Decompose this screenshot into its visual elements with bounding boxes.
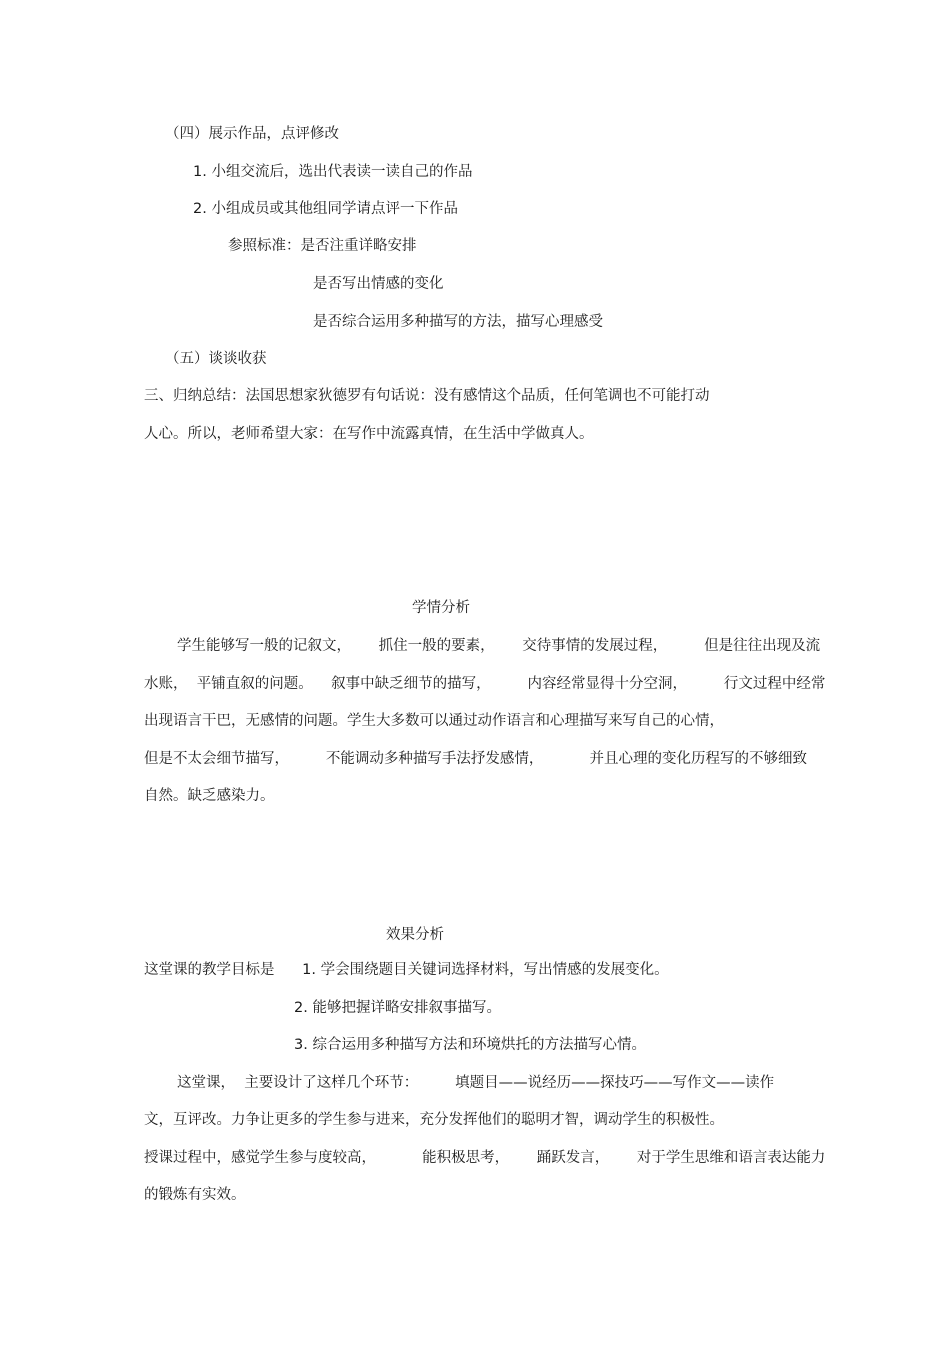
student-analysis-line-5: 自然。缺乏感染力。 [144, 788, 275, 804]
effect-para2-line-1: 授课过程中，感觉学生参与度较高， 能积极思考， 踊跃发言， 对于学生思维和语言表达能力 [144, 1150, 826, 1166]
effect-para2-line-2: 的锻炼有实效。 [144, 1187, 246, 1203]
criteria-item-2: 是否写出情感的变化 [313, 276, 444, 292]
summary-line-2: 人心。所以，老师希望大家：在写作中流露真情，在生活中学做真人。 [144, 426, 594, 442]
student-analysis-title: 学情分析 [412, 600, 470, 616]
effect-para1-line-1: 这堂课， 主要设计了这样几个环节： 填题目——说经历——探技巧——写作文——读作 [177, 1075, 775, 1091]
section5-heading: （五）谈谈收获 [165, 351, 267, 367]
student-analysis-line-3: 出现语言干巴，无感情的问题。学生大多数可以通过动作语言和心理描写来写自己的心情， [144, 713, 724, 729]
goal-item-2: 2. 能够把握详略安排叙事描写。 [294, 1000, 501, 1016]
goal-intro: 这堂课的教学目标是 1. 学会围绕题目关键词选择材料，写出情感的发展变化。 [144, 962, 669, 978]
student-analysis-line-1: 学生能够写一般的记叙文， 抓住一般的要素， 交待事情的发展过程， 但是往往出现及流 [177, 638, 821, 654]
section4-item-1: 1. 小组交流后，选出代表读一读自己的作品 [193, 164, 473, 180]
effect-para1-line-2: 文，互评改。力争让更多的学生参与进来，充分发挥他们的聪明才智，调动学生的积极性。 [144, 1112, 724, 1128]
criteria-item-3: 是否综合运用多种描写的方法，描写心理感受 [313, 314, 603, 330]
criteria-label: 参照标准：是否注重详略安排 [228, 238, 417, 254]
section4-item-2: 2. 小组成员或其他组同学请点评一下作品 [193, 201, 458, 217]
student-analysis-line-2: 水账， 平铺直叙的问题。 叙事中缺乏细节的描写， 内容经常显得十分空洞， 行文过程中经常 [144, 676, 826, 692]
student-analysis-line-4: 但是不太会细节描写， 不能调动多种描写手法抒发感情， 并且心理的变化历程写的不够细致 [144, 751, 807, 767]
section4-heading: （四）展示作品，点评修改 [165, 126, 339, 142]
effect-analysis-title: 效果分析 [386, 927, 444, 943]
goal-item-3: 3. 综合运用多种描写方法和环境烘托的方法描写心情。 [294, 1037, 646, 1053]
summary-line-1: 三、归纳总结：法国思想家狄德罗有句话说：没有感情这个品质，任何笔调也不可能打动 [144, 388, 710, 404]
